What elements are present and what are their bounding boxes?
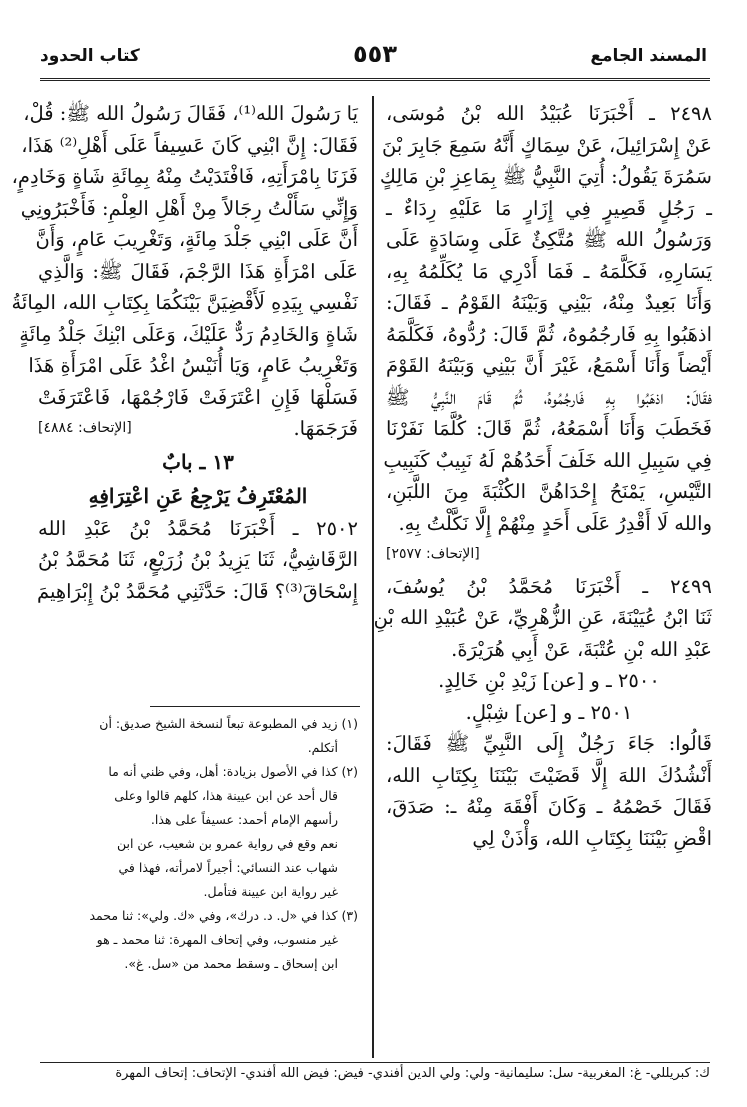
footnote-line: ابن إسحاق ـ وسقط محمد من «سل. غ». [124,956,338,971]
page-number: ٥٥٣ [353,40,397,68]
page-header [0,0,747,80]
text-line: والله لَا أَقْدِرُ عَلَى أَحَدٍ مِنْهُمْ إِلَّا نَكَّلْتُ بِهِ. [398,511,712,535]
text-line: وَإِنِّي سَأَلْتُ رِجَالاً مِنْ أَهْلِ العِلْمِ: فَأَخْبَرُونِي [20,196,358,220]
text-line: ـ رَجُلٍ قَصِيرٍ فِي إِزَارٍ مَا عَلَيْهِ رِدَاءٌ ـ [386,196,712,220]
text-line: عَنْ إِسْرَائِيلَ، عَنْ سِمَاكٍ أَنَّهُ سَمِعَ جَابِرَ بْنَ [381,133,712,157]
text-line: وَرَسُولُ الله ﷺ مُتَّكِئٌ عَلَى وِسَادَةٍ عَلَى [386,228,712,251]
text-line: فَزَنَا بِامْرَأَتِهِ، فَافْتَدَيْتُ مِنْهُ بِمِائَةِ شَاةٍ وَخَادِمٍ، [11,165,358,188]
text-line: فقَالَ: اذهَبُوا بِهِ فَارجُمُوهُ، ثُمَّ قَامَ النَّبِيُّ ﷺ [386,385,712,409]
footnote-line: غير رواية ابن عيينة فتأمل. [203,884,338,899]
footnote-rule [150,706,360,707]
text-line: فَسَلْهَا فَإِنِ اعْتَرَفَتْ فَارْجُمْهَا، فَاعْتَرَفَتْ [38,385,358,409]
text-line: وَتَغْرِيبُ عَامٍ، وَيَا أُنَيْسُ اغْدُ عَلَى امْرَأَةِ هَذَا [28,354,358,377]
right-column [373,98,712,854]
chapter-title: كتاب الحدود [40,46,140,66]
reference-ithaf: [الإتحاف: ٤٨٨٤] [38,420,132,436]
text-line: الرَّقَاشِيُّ، ثَنَا يَزِيدُ بْنُ زُرَيْعٍ، ثَنَا مُحَمَّدُ بْنُ [38,548,358,571]
text-line: أَيْضاً وَأَنَا أَسْمَعُ، غَيْرَ أَنَّ بَيْنِي وَبَيْنَهُ القَوْمَ [386,354,712,377]
text-line: سَمُرَةَ يَقُولُ: أُتِيَ النَّبِيُّ ﷺ بِمَاعِزِ بْنِ مَالِكٍ [379,165,712,188]
section-number: ١٣ ـ بابٌ [162,449,234,474]
text-line: يَسَارِهِ، فَكَلَّمَهُ ـ فَمَا أَدْرِي مَا يُكَلِّمُهُ بِهِ، [386,259,712,283]
text-line: فَقَالَ خَصْمُهُ ـ وَكَانَ أَفْقَهَ مِنْهُ ـ: صَدَقَ، [386,795,712,818]
text-line: عَبْدِ الله بْنِ عُتْبَةَ، عَنْ أَبِي هُرَيْرَةَ. [451,637,712,661]
left-final-line [38,413,358,445]
footnote-line: قال أحد عن ابن عيينة هذا، كلهم قالوا وعلى [114,788,338,803]
text-line: ٢٥٠٢ ـ أَخْبَرَنَا مُحَمَّدُ بْنُ عَبْدِ الله [38,516,358,540]
text-line: ٢٤٩٨ ـ أَخْبَرَنَا عُبَيْدُ الله بْنُ مُوسَى، [386,102,712,125]
footnote-line: (٢) كذا في الأصول بزيادة: أهل، وفي ظني أنه ما [108,764,358,779]
text-line: فِي سَبِيلِ الله خَلَفَ أَحَدُهُمْ لَهُ نَبِيبٌ كَنَبِيبِ [383,448,712,472]
left-last-words: فَرَجَمَهَا. [293,417,358,440]
footnote-line: غير منسوب، وفي إتحاف المهرة: ثنا محمد ـ هو [96,932,338,947]
text-line: إِسْحَاقَ⁽³⁾؟ قَالَ: حَدَّثَنِي مُحَمَّدُ بْنُ إِبْرَاهِيمَ [36,579,358,603]
header-rule [40,78,710,81]
book-title: المسند الجامع [590,46,707,66]
hadith-2501: ٢٥٠١ ـ و [عن] شِبْلٍ. [465,700,633,724]
section-title: المُعْتَرِفُ يَرْجِعُ عَنِ اعْتِرَافِهِ [88,483,308,508]
text-line: فَخَطَبَ وَأَنَا أَسْمَعُهُ، ثُمَّ قَالَ: كُلَّمَا نَفَرْنَا [386,417,712,440]
text-line: ٢٤٩٩ ـ أَخْبَرَنَا مُحَمَّدُ بْنُ يُوسُفَ، [386,574,712,598]
footnote-line: (١) زيد في المطبوعة تبعاً لنسخة الشيخ صديق: أن [99,716,358,731]
text-line: فَقَالَ: إِنَّ ابْنِي كَانَ عَسِيفاً عَلَى أَهْلِ⁽²⁾ هَذَا، [21,133,358,157]
footnote-line: أتكلم. [307,740,338,755]
text-line: اذهَبُوا بِهِ فَارجُمُوهُ، ثُمَّ قَالَ: رُدُّوهُ، فَكَلَّمَهُ [386,322,712,346]
footnote-line: (٣) كذا في «ل. د. درك»، وفي «ك. ولي»: ثنا محمد [89,908,358,923]
abbreviations-footer: ك: كبريللي- غ: المغربية- سل: سليمانية- ولي: ولي الدين أفندي- فيض: فيض الله أفندي- الإتحاف: إتحاف المهرة [115,1066,710,1081]
text-line: عَلَى امْرَأَةِ هَذَا الرَّجْمَ، فَقَالَ ﷺ: وَالَّذِي [38,259,358,283]
text-line: اقْضِ بَيْنَنَا بِكِتَابِ الله، وَأْذَنْ لِي [472,826,712,850]
hadith-2500: ٢٥٠٠ ـ و [عن] زَيْدِ بْنِ خَالِدٍ. [438,669,660,692]
text-line: قَالُوا: جَاءَ رَجُلٌ إِلَى النَّبِيِّ ﷺ فَقَالَ: [386,732,712,755]
text-line: وَأَنَا بَعِيدٌ مِنْهُ، بَيْنِي وَبَيْنَهُ القَوْمُ ـ فَقَالَ: [386,291,712,314]
footnote-line: شهاب عند النسائي: أجيراً لامرأته، فهذا في [118,860,338,875]
text-line: أَنَّ عَلَى ابْنِي جَلْدَ مِائَةٍ، وَتَغْرِيبَ عَامٍ، وَأَنَّ [35,228,358,251]
text-line: شَاةٍ وَالخَادِمُ رَدٌّ عَلَيْكَ، وَعَلَى ابْنِكَ جَلْدُ مِائَةٍ [19,322,358,346]
footer-rule [40,1062,710,1063]
left-column [11,98,358,607]
column-divider [372,96,374,1058]
text-line: التَّيْسِ، يَمْنَحُ إِحْدَاهُنَّ الكُثْبَةَ مِنَ اللَّبَنِ، [386,480,712,503]
reference-ithaf: [الإتحاف: ٢٥٧٧] [386,546,480,562]
text-line: ثَنَا ابْنُ عُيَيْنَةَ، عَنِ الزُّهْرِيِّ، عَنْ عُبَيْدِ الله بْنِ [373,606,712,629]
text-line: أَنْشُدُكَ اللهَ إِلَّا قَضَيْتَ بَيْنَنَا بِكِتَابِ الله، [386,763,712,787]
text-line: نَفْسِي بِيَدِهِ لَأَقْضِيَنَّ بَيْنَكُمَا بِكِتَابِ الله، المِائَةُ [11,291,358,314]
footnote-line: نعم وقع في رواية عمرو بن شعيب، عن ابن [116,836,338,851]
footnotes [38,712,358,976]
footnote-line: رأسهم الإمام أحمد: عسيفاً على هذا. [150,812,338,827]
text-line: يَا رَسُولَ الله⁽¹⁾، فَقَالَ رَسُولُ الله ﷺ: قُلْ، [23,102,358,125]
